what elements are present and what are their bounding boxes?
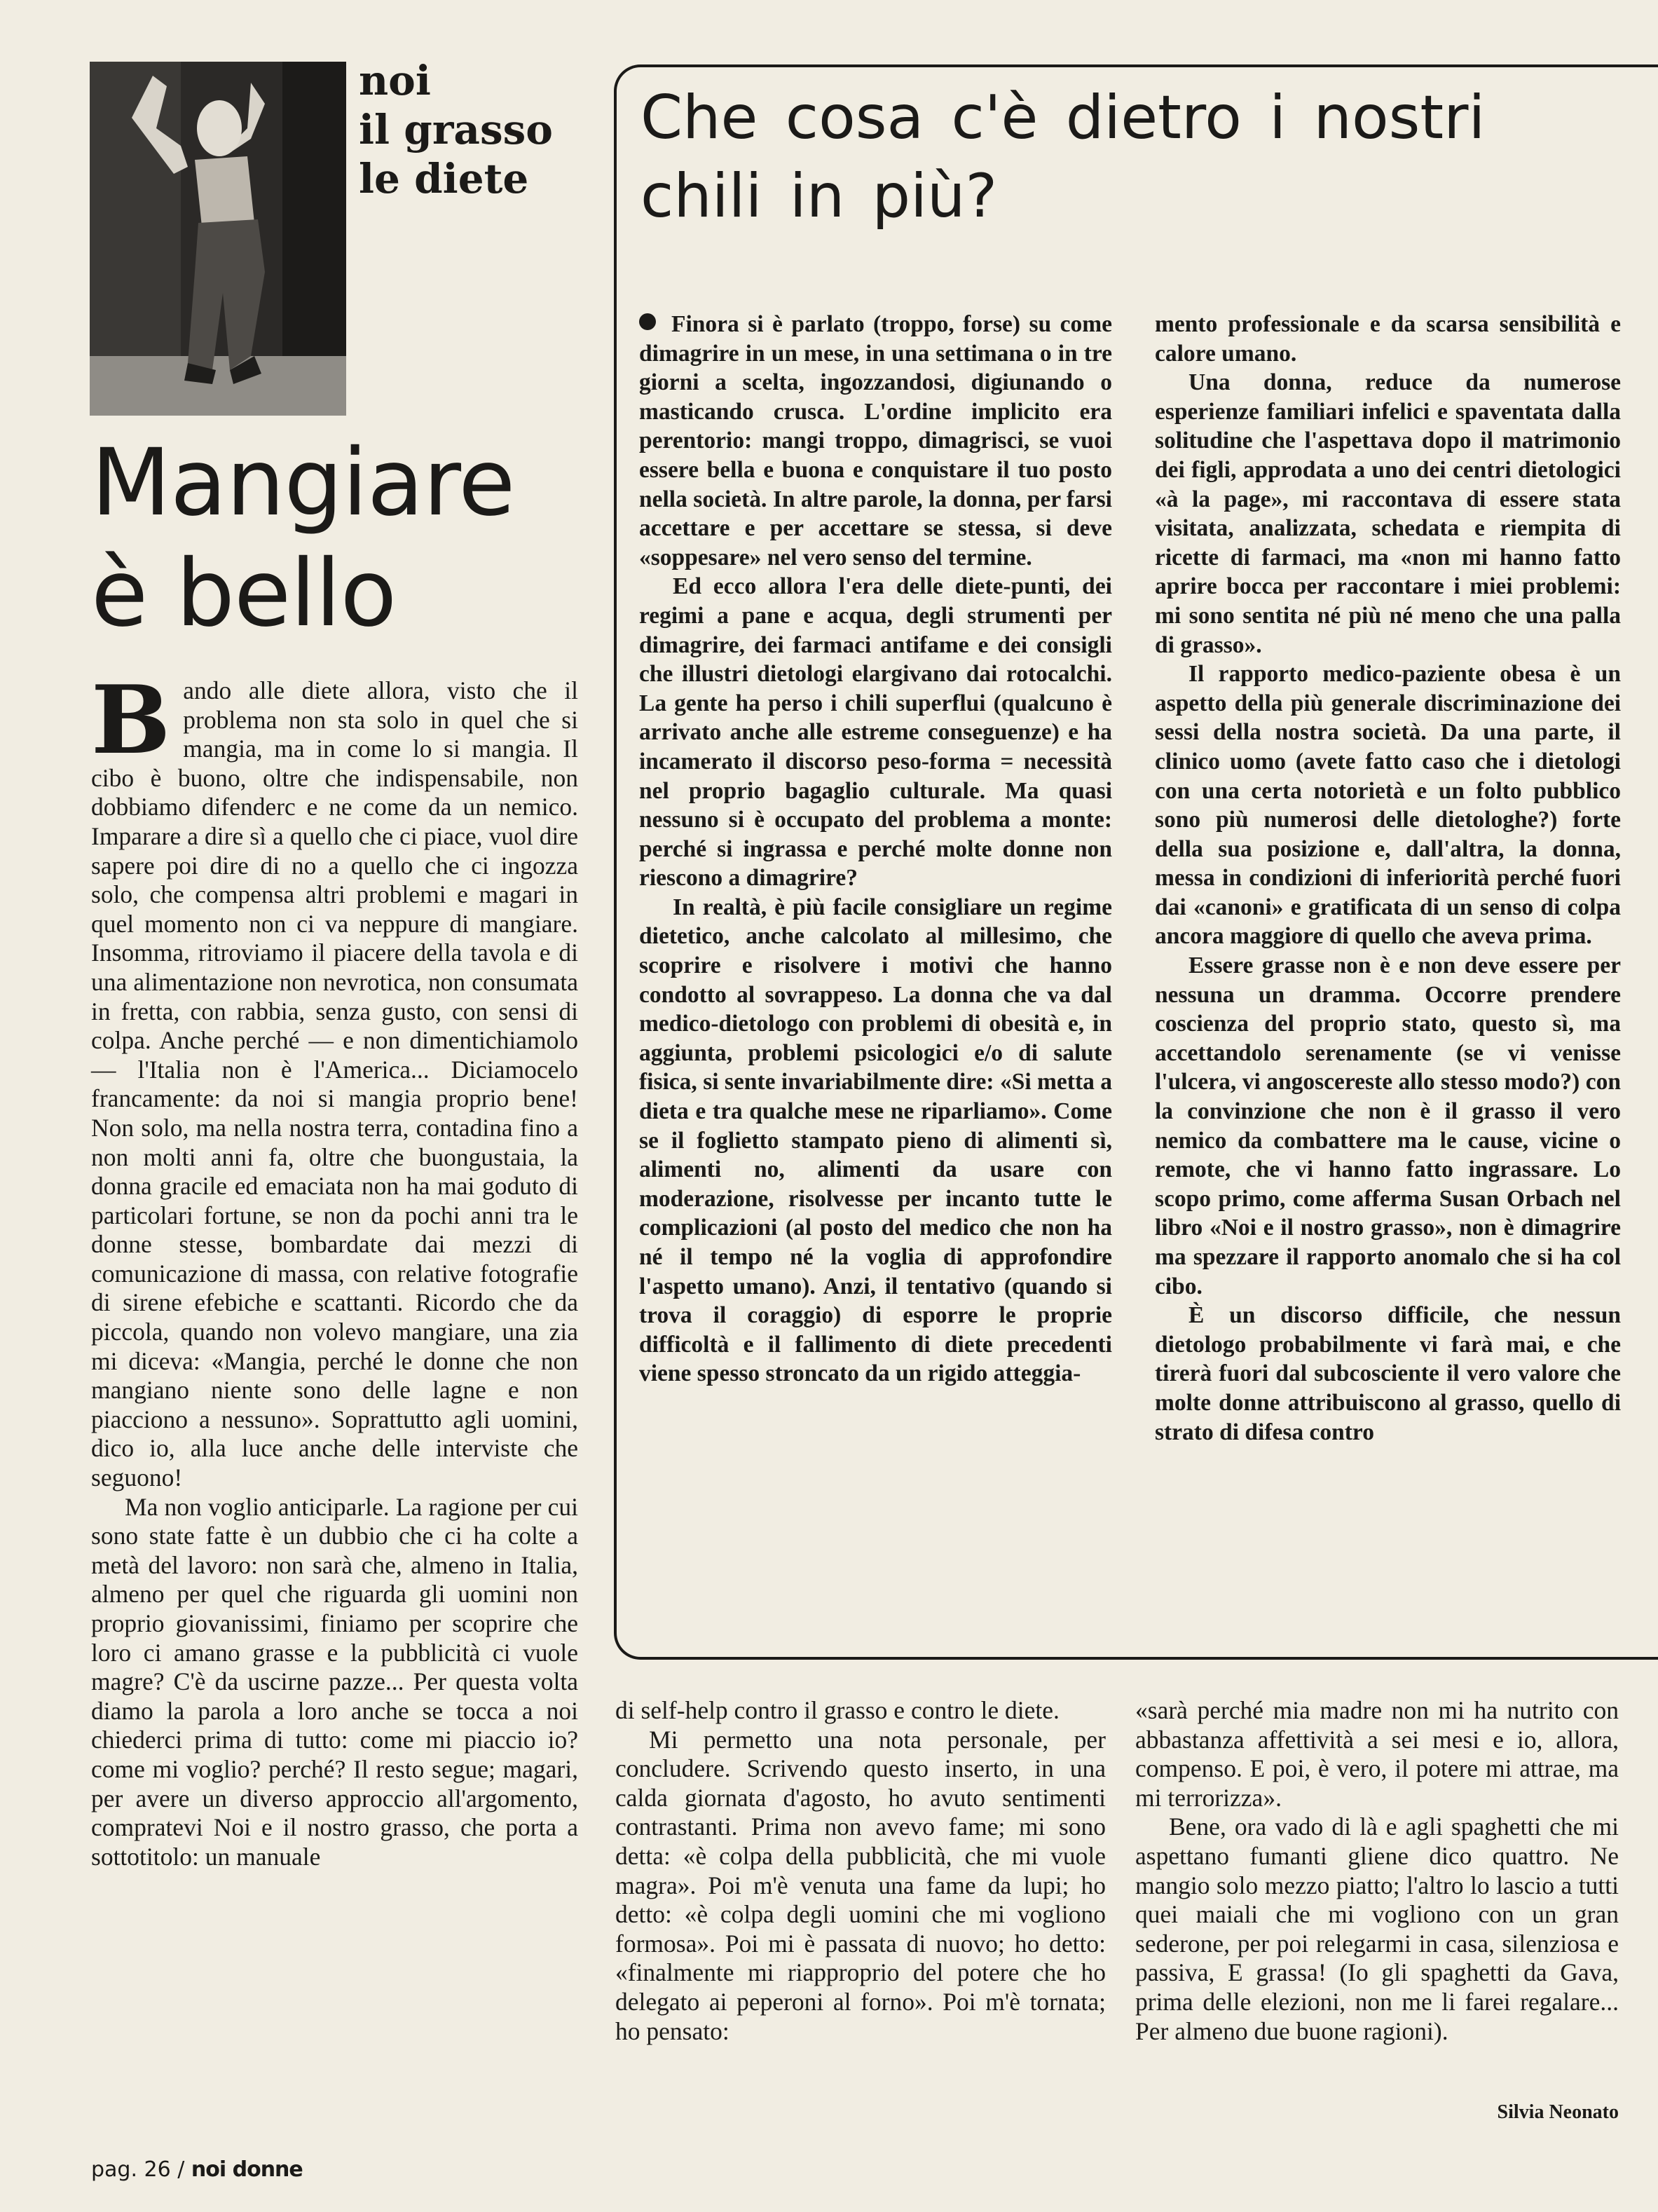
paragraph: mento professionale e da scarsa sensibilità e calore umano.	[1155, 311, 1621, 367]
magazine-name: noi donne	[191, 2157, 303, 2182]
paragraph: «sarà perché mia madre non mi ha nutrito con abbastanza affettività a sei mesi e io, allora, compenso. E poi, è vero, il potere mi attrae, ma mi terrorizza».	[1135, 1696, 1619, 1812]
page-footer	[91, 2157, 303, 2182]
page-number: pag. 26	[91, 2157, 171, 2182]
box-column-2	[1155, 310, 1621, 1447]
paragraph: Ed ecco allora l'era delle diete-punti, dei regimi a pane e acqua, degli strumenti per dimagrire, dei farmaci antifame e dei consigli che illustri dietologi elargivano dai rotocalchi. La gente ha perso i chili superflui (qualcuno è arrivato anche alle estreme conseguenze) e ha incamerato il discorso peso-forma = necessità nel proprio bagaglio culturale. Ma quasi nessuno si è occupato del problema a monte: perché si ingrassa e perché molte donne non riescono a dimagrire?	[639, 573, 1112, 892]
series-title	[359, 56, 590, 203]
paragraph-text: ando alle diete allora, visto che il problema non sta solo in quel che si mangia, ma in come lo si mangia. Il cibo è buono, oltre che indispensabile, non dobbiamo difenderc e ne come da un nemico. Imparare a dire sì a quello che ci piace, vuol dire sapere poi dire di no a quello che ci ingozza solo, che compensa altri problemi e magari in quel momento non ci va neppure di mangiare. Insomma, ritroviamo il piacere della tavola e di una alimentazione non nevrotica, non consumata in fretta, con rabbia, senza gusto, con sensi di colpa. Anche perché — e non dimentichiamolo — l'Italia non è l'America... Diciamocelo francamente: da noi si mangia proprio bene! Non solo, ma nella nostra terra, contadina fino a non molti anni fa, oltre che buongustaia, la donna gracile ed emaciata non ha mai goduto di particolari fortune, se non da pochi anni tra le donne stesse, bombardate dai mezzi di comunicazione di massa, con relative fotografie di sirene efebiche e scattanti. Ricordo che da piccola, quando non volevo mangiare, una zia mi diceva: «Mangia, perché le donne che non mangiano niente sono delle lagne e non piacciono a nessuno». Soprattutto agli uomini, dico io, alla luce anche delle interviste che seguono!	[91, 676, 578, 1492]
paragraph: Mi permetto una nota personale, per concludere. Scrivendo questo inserto, in una calda giornata d'agosto, ho avuto sentimenti contrastanti. Prima non avevo fame; mi sono detta: «è colpa della pubblicità, che mi vuole magra». Poi m'è venuta una fame da lupi; ho detto: «è colpa degli uomini che mi vogliono formosa». Poi mi è passata di nuovo; ho detto: «finalmente mi riapproprio del potere che ho delegato ai peperoni al forno». Poi m'è tornata; ho pensato:	[615, 1725, 1106, 2045]
series-title-line: noi	[359, 57, 431, 104]
paragraph	[639, 310, 1112, 572]
paragraph: Una donna, reduce da numerose esperienze familiari infelici e spaventata dalla solitudine che l'aspettava dopo il matrimonio dei figli, approdata a uno dei centri dietologici «à la page», mi raccontava di essere stata visitata, analizzata, schedata e riempita di ricette di farmaci, ma «non mi hanno fatto aprire bocca per raccontare i miei problemi: mi sono sentita né più né meno che una palla di grasso».	[1155, 369, 1621, 658]
headline-line: Mangiare	[91, 429, 515, 537]
box-title	[640, 78, 1650, 235]
paragraph: di self-help contro il grasso e contro le diete.	[615, 1696, 1060, 1724]
footer-separator: /	[177, 2157, 185, 2182]
box-title-line: chili in più?	[640, 161, 998, 231]
left-column-text	[91, 664, 578, 1871]
box-column-1	[639, 310, 1112, 1388]
article-headline	[91, 428, 596, 649]
lower-column-1	[615, 1696, 1106, 2046]
series-title-line: le diete	[359, 155, 529, 203]
box-title-line: Che cosa c'è dietro i nostri	[640, 83, 1486, 153]
paragraph: Essere grasse non è e non deve essere per nessuna un dramma. Occorre prendere coscienza del proprio stato, questo sì, ma accettandolo serenamente (se vi venisse l'ulcera, vi angoscereste allo stesso modo?) con la convinzione che non è il grasso il vero nemico da combattere ma le cause, vicine o remote, che vi hanno fatto ingrassare. Lo scopo primo, come afferma Susan Orbach nel libro «Noi e il nostro grasso», non è dimagrire ma spezzare il rapporto anomalo che si ha col cibo.	[1155, 953, 1621, 1299]
paragraph: Ma non voglio anticiparle. La ragione per cui sono state fatte è un dubbio che ci ha colte a metà del lavoro: non sarà che, almeno in Italia, almeno per quel che riguarda gli uomini non proprio giovanissimi, finiamo per scoprire che loro ci amano grasse e la pubblicità ci vuole magre? C'è da uscirne pazze... Per questa volta diamo la parola a loro anche se tocca a noi chiederci prima di tutto: come mi piaccio io? come mi voglio? perché? Il resto segue; magari, per avere un diverso approccio all'argomento, compratevi Noi e il nostro grasso, che porta a sottotitolo: un manuale	[91, 1492, 578, 1871]
paragraph: In realtà, è più facile consigliare un regime dietetico, anche calcolato al millesimo, che scoprire e risolvere i motivi che hanno condotto al sovrappeso. La donna che va dal medico-dietologo con problemi di obesità e, in aggiunta, problemi psicologici e/o di salute fisica, si sente invariabilmente dire: «Si metta a dieta e tra qualche mese ne riparliamo». Come se il foglietto stampato pieno di alimenti sì, alimenti no, alimenti da usare con moderazione, risolvesse per incanto tutte le complicazioni (al posto del medico che non ha né il tempo né la voglia di approfondire l'aspetto umano). Anzi, il tentativo (quando si trova il coraggio) di esporre le proprie difficoltà e il fallimento di diete precedenti viene spesso stroncato da un rigido atteggia-	[639, 894, 1112, 1387]
series-title-line: il grasso	[359, 106, 553, 153]
photo-performer	[90, 62, 346, 416]
paragraph: È un discorso difficile, che nessun dietologo probabilmente vi farà mai, e che tirerà fuori dal subcosciente il vero valore che molte donne attribuiscono al grasso, quello di strato di difesa contro	[1155, 1302, 1621, 1445]
drop-cap: B	[91, 664, 171, 775]
headline-line: è bello	[91, 540, 397, 648]
lower-column-2	[1135, 1696, 1619, 2046]
paragraph: Bene, ora vado di là e agli spaghetti che mi aspettano fumanti gliene dico quattro. Ne mangio solo mezzo piatto; l'altro lo lascio a tutti quei maiali che mi vogliono con un gran sederone, per poi relegarmi in casa, silenziosa e passiva, E grassa! (Io gli spaghetti da Gava, prima delle elezioni, non me li farei regalare... Per almeno due buone ragioni).	[1135, 1812, 1619, 2045]
paragraph	[91, 664, 578, 1493]
paragraph-text: Finora si è parlato (troppo, forse) su come dimagrire in un mese, in una settimana o in tre giorni a scelta, ingozzandosi, digiunando o masticando crusca. L'ordine implicito era perentorio: mangi troppo, dimagrisci, se vuoi essere bella e buona e conquistare il tuo posto nella società. In altre parole, la donna, per farsi accettare e per accettare se stessa, si deve «soppesare» nel vero senso del termine.	[639, 311, 1112, 571]
bullet-icon	[639, 313, 656, 330]
paragraph: Il rapporto medico-paziente obesa è un aspetto della più generale discriminazione dei sessi della nostra società. Da una parte, il clinico uomo (avete fatto caso che i dietologi con una certa notorietà e un folto pubblico sono più numerosi delle dietologhe?) forte della sua posizione e, dall'altra, la donna, messa in condizioni di inferiorità perché fuori dai «canoni» e gratificata di un senso di colpa ancora maggiore di quello che aveva prima.	[1155, 661, 1621, 950]
author-signature: Silvia Neonato	[1497, 2101, 1619, 2123]
